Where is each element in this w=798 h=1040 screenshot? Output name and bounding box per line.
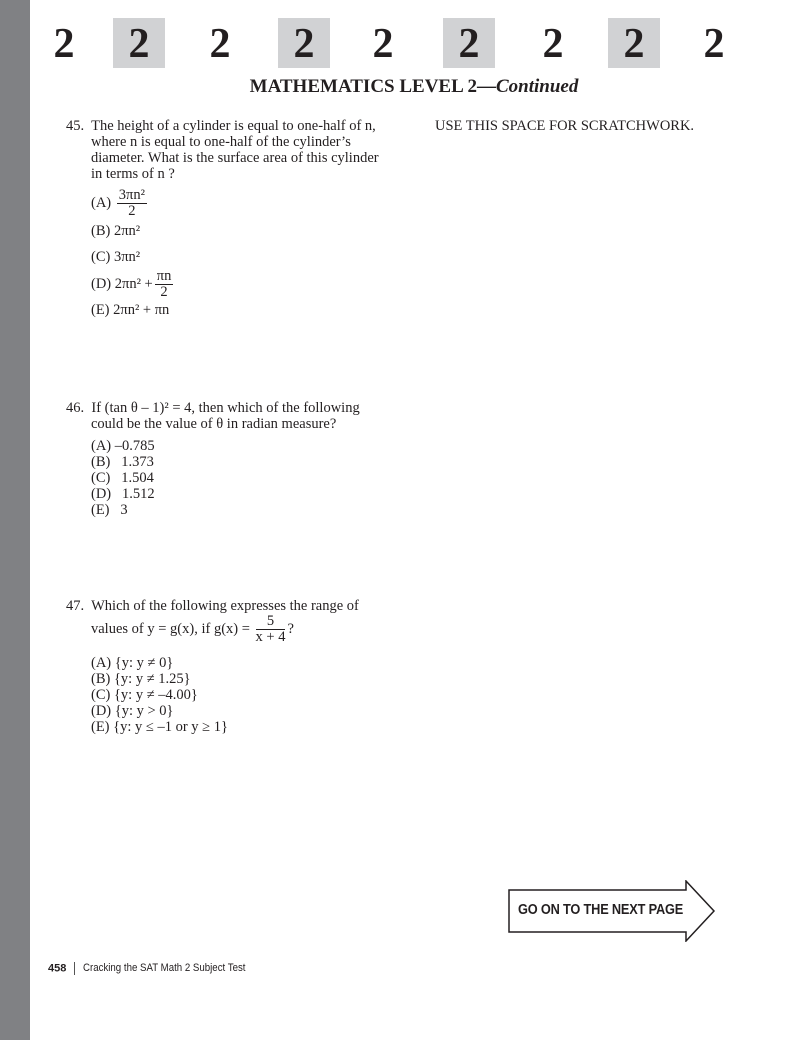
answer-option[interactable]: (B) 1.373 — [91, 454, 154, 470]
question-number: 47. — [66, 598, 85, 614]
section-digit: 2 — [542, 21, 564, 67]
title-continued: Continued — [495, 76, 579, 97]
next-page-label: GO ON TO THE NEXT PAGE — [518, 902, 684, 918]
answer-option[interactable]: (E) {y: y ≤ –1 or y ≥ 1} — [91, 719, 228, 735]
scratchwork-label: USE THIS SPACE FOR SCRATCHWORK. — [435, 118, 695, 134]
question-46 — [66, 400, 391, 518]
answer-option[interactable]: (B) 2πn² — [91, 223, 141, 239]
answer-option[interactable]: (A) $\frac{\text{3πn²}}{2}$ — [91, 187, 145, 219]
page-number: 458 — [48, 962, 67, 975]
answer-option[interactable]: (E) 3 — [91, 502, 128, 518]
page-footer — [48, 962, 268, 975]
section-digit: 2 — [113, 18, 165, 68]
section-digit: 2 — [443, 18, 495, 68]
question-stem-line2: values of y = g(x), if g(x) = $\frac{5}{x + 4}$ ? — [91, 613, 294, 645]
section-digit: 2 — [209, 21, 231, 67]
book-title: Cracking the SAT Math 2 Subject Test — [83, 962, 246, 975]
answer-option[interactable]: (C) 1.504 — [91, 470, 154, 486]
section-digit: 2 — [703, 21, 725, 67]
question-stem: Which of the following expresses the range of — [91, 598, 359, 614]
title-main: MATHEMATICS LEVEL 2— — [249, 76, 496, 97]
answer-option[interactable]: (D) 1.512 — [91, 486, 155, 502]
question-45 — [66, 118, 391, 318]
question-stem: The height of a cylinder is equal to one-half of n, where n is equal to one-half of the cylinder’s diameter. What is the surface area of this cylinder in terms of n ? — [91, 118, 379, 182]
answer-option[interactable]: (C) {y: y ≠ –4.00} — [91, 687, 198, 703]
answer-option[interactable]: (D) 2πn² + $\frac{\pi n}{2}$ — [91, 268, 172, 300]
question-number: 46. — [66, 400, 85, 416]
answer-option[interactable]: (E) 2πn² + πn — [91, 302, 170, 318]
page-title — [30, 76, 798, 98]
answer-option[interactable]: (C) 3πn² — [91, 249, 141, 265]
page-edge-bar — [0, 0, 30, 1040]
section-digit: 2 — [372, 21, 394, 67]
question-47 — [66, 598, 411, 735]
answer-option[interactable]: (A) {y: y ≠ 0} — [91, 655, 174, 671]
answer-option[interactable]: (A) –0.785 — [91, 438, 155, 454]
section-header-digits — [30, 18, 798, 70]
answer-option[interactable]: (B) {y: y ≠ 1.25} — [91, 671, 191, 687]
section-digit: 2 — [608, 18, 660, 68]
question-number: 45. — [66, 118, 85, 134]
question-stem: If (tan θ – 1)² = 4, then which of the following could be the value of θ in radian measure? — [91, 400, 360, 432]
section-digit: 2 — [53, 21, 75, 67]
footer-divider — [74, 962, 75, 975]
section-digit: 2 — [278, 18, 330, 68]
answer-option[interactable]: (D) {y: y > 0} — [91, 703, 174, 719]
